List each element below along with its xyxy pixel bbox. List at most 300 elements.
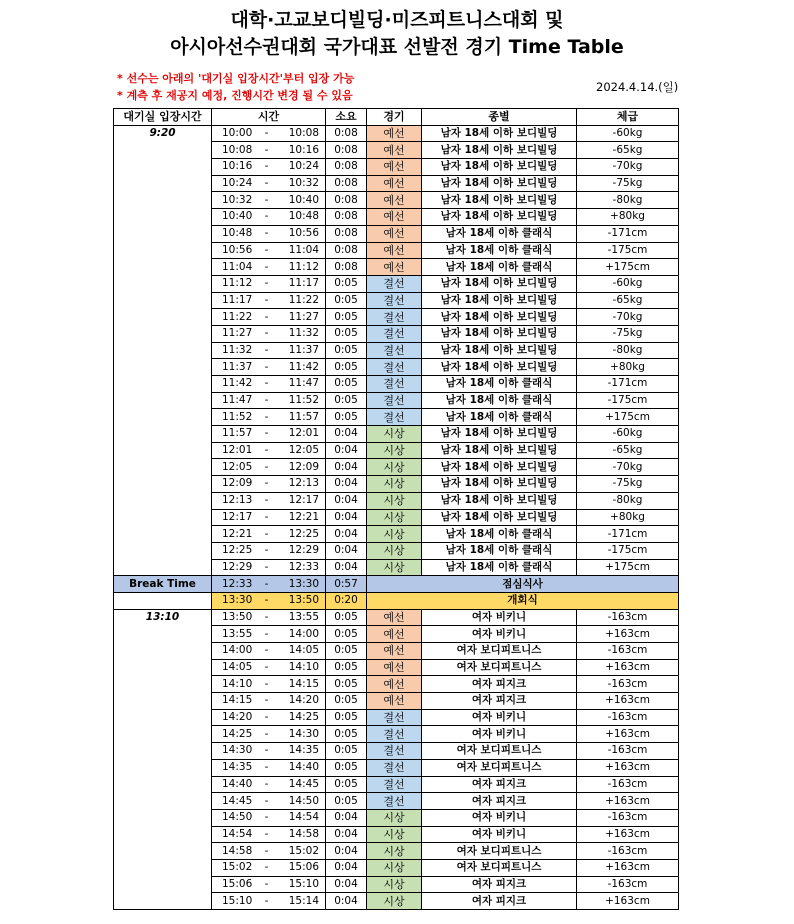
time-dash: - xyxy=(256,693,278,710)
weight-class: +163cm xyxy=(577,859,679,876)
stage-badge: 예선 xyxy=(367,609,422,626)
duration: 0:05 xyxy=(326,409,367,426)
empty-cell xyxy=(114,592,212,609)
event-name: 여자 보디피트니스 xyxy=(422,759,577,776)
table-row xyxy=(114,125,679,142)
header-row xyxy=(114,109,679,126)
duration: 0:08 xyxy=(326,225,367,242)
duration: 0:05 xyxy=(326,759,367,776)
page-title-line1: 대학·고교보디빌딩·미즈피트니스대회 및 xyxy=(230,9,564,31)
start-time: 12:01 xyxy=(212,442,256,459)
duration: 0:05 xyxy=(326,359,367,376)
duration: 0:05 xyxy=(326,342,367,359)
start-time: 11:17 xyxy=(212,292,256,309)
event-name: 남자 18세 이하 보디빌딩 xyxy=(422,125,577,142)
weight-class: -171cm xyxy=(577,526,679,543)
duration: 0:04 xyxy=(326,876,367,893)
start-time: 14:05 xyxy=(212,659,256,676)
duration: 0:57 xyxy=(326,576,367,593)
weight-class: -80kg xyxy=(577,192,679,209)
end-time: 11:22 xyxy=(278,292,326,309)
start-time: 14:54 xyxy=(212,826,256,843)
start-time: 11:37 xyxy=(212,359,256,376)
end-time: 10:32 xyxy=(278,175,326,192)
duration: 0:20 xyxy=(326,592,367,609)
start-time: 10:08 xyxy=(212,142,256,159)
stage-badge: 예선 xyxy=(367,693,422,710)
time-dash: - xyxy=(256,592,278,609)
duration: 0:04 xyxy=(326,492,367,509)
end-time: 12:33 xyxy=(278,559,326,576)
time-dash: - xyxy=(256,709,278,726)
end-time: 12:13 xyxy=(278,476,326,493)
end-time: 10:56 xyxy=(278,225,326,242)
event-name: 남자 18세 이하 클래식 xyxy=(422,376,577,393)
end-time: 10:08 xyxy=(278,125,326,142)
weight-class: +175cm xyxy=(577,409,679,426)
stage-badge: 결선 xyxy=(367,275,422,292)
end-time: 12:29 xyxy=(278,542,326,559)
start-time: 13:50 xyxy=(212,609,256,626)
duration: 0:08 xyxy=(326,259,367,276)
stage-badge: 시상 xyxy=(367,509,422,526)
stage-badge: 결선 xyxy=(367,292,422,309)
event-name: 남자 18세 이하 클래식 xyxy=(422,559,577,576)
weight-class: -60kg xyxy=(577,426,679,443)
duration: 0:04 xyxy=(326,442,367,459)
duration: 0:08 xyxy=(326,192,367,209)
duration: 0:05 xyxy=(326,726,367,743)
weight-class: -80kg xyxy=(577,342,679,359)
event-name: 남자 18세 이하 보디빌딩 xyxy=(422,459,577,476)
opening-row xyxy=(114,592,679,609)
end-time: 12:17 xyxy=(278,492,326,509)
stage-badge: 결선 xyxy=(367,759,422,776)
start-time: 14:45 xyxy=(212,793,256,810)
stage-badge: 시상 xyxy=(367,492,422,509)
weight-class: -175cm xyxy=(577,542,679,559)
time-dash: - xyxy=(256,859,278,876)
weight-class: +163cm xyxy=(577,626,679,643)
start-time: 12:21 xyxy=(212,526,256,543)
end-time: 11:52 xyxy=(278,392,326,409)
weight-class: -65kg xyxy=(577,142,679,159)
duration: 0:08 xyxy=(326,159,367,176)
weight-class: -80kg xyxy=(577,492,679,509)
end-time: 11:04 xyxy=(278,242,326,259)
start-time: 15:06 xyxy=(212,876,256,893)
start-time: 14:40 xyxy=(212,776,256,793)
start-time: 13:30 xyxy=(212,592,256,609)
stage-badge: 시상 xyxy=(367,542,422,559)
weight-class: -65kg xyxy=(577,442,679,459)
end-time: 12:01 xyxy=(278,426,326,443)
opening-event: 개회식 xyxy=(367,592,679,609)
time-dash: - xyxy=(256,342,278,359)
stage-badge: 결선 xyxy=(367,392,422,409)
event-name: 여자 비키니 xyxy=(422,826,577,843)
stage-badge: 결선 xyxy=(367,325,422,342)
time-dash: - xyxy=(256,459,278,476)
header-waiting: 대기실 입장시간 xyxy=(114,109,212,126)
stage-badge: 시상 xyxy=(367,476,422,493)
duration: 0:05 xyxy=(326,376,367,393)
stage-badge: 시상 xyxy=(367,843,422,860)
event-name: 여자 피지크 xyxy=(422,876,577,893)
time-dash: - xyxy=(256,492,278,509)
weight-class: -163cm xyxy=(577,609,679,626)
header-stage: 경기 xyxy=(367,109,422,126)
start-time: 11:47 xyxy=(212,392,256,409)
duration: 0:05 xyxy=(326,292,367,309)
start-time: 12:05 xyxy=(212,459,256,476)
stage-badge: 예선 xyxy=(367,192,422,209)
weight-class: +163cm xyxy=(577,893,679,910)
end-time: 13:30 xyxy=(278,576,326,593)
weight-class: -163cm xyxy=(577,643,679,660)
time-dash: - xyxy=(256,676,278,693)
time-dash: - xyxy=(256,526,278,543)
end-time: 15:02 xyxy=(278,843,326,860)
end-time: 10:48 xyxy=(278,209,326,226)
event-name: 남자 18세 이하 보디빌딩 xyxy=(422,175,577,192)
end-time: 12:21 xyxy=(278,509,326,526)
end-time: 15:06 xyxy=(278,859,326,876)
duration: 0:04 xyxy=(326,426,367,443)
event-name: 남자 18세 이하 보디빌딩 xyxy=(422,292,577,309)
stage-badge: 시상 xyxy=(367,526,422,543)
time-dash: - xyxy=(256,826,278,843)
time-dash: - xyxy=(256,259,278,276)
start-time: 13:55 xyxy=(212,626,256,643)
duration: 0:08 xyxy=(326,175,367,192)
weight-class: -175cm xyxy=(577,242,679,259)
time-dash: - xyxy=(256,175,278,192)
weight-class: -70kg xyxy=(577,459,679,476)
time-dash: - xyxy=(256,509,278,526)
header-event: 종별 xyxy=(422,109,577,126)
start-time: 14:35 xyxy=(212,759,256,776)
time-dash: - xyxy=(256,876,278,893)
header-weight: 체급 xyxy=(577,109,679,126)
event-name: 남자 18세 이하 클래식 xyxy=(422,259,577,276)
event-name: 남자 18세 이하 보디빌딩 xyxy=(422,325,577,342)
event-name: 여자 보디피트니스 xyxy=(422,659,577,676)
duration: 0:05 xyxy=(326,309,367,326)
end-time: 12:05 xyxy=(278,442,326,459)
event-name: 남자 18세 이하 보디빌딩 xyxy=(422,192,577,209)
duration: 0:05 xyxy=(326,626,367,643)
time-dash: - xyxy=(256,192,278,209)
end-time: 14:45 xyxy=(278,776,326,793)
duration: 0:04 xyxy=(326,542,367,559)
weight-class: +163cm xyxy=(577,759,679,776)
event-name: 여자 피지크 xyxy=(422,793,577,810)
weight-class: -163cm xyxy=(577,776,679,793)
weight-class: -175cm xyxy=(577,392,679,409)
end-time: 14:05 xyxy=(278,643,326,660)
stage-badge: 시상 xyxy=(367,876,422,893)
start-time: 10:32 xyxy=(212,192,256,209)
start-time: 11:52 xyxy=(212,409,256,426)
weight-class: -171cm xyxy=(577,376,679,393)
timetable xyxy=(113,108,679,910)
waiting-room-time: 9:20 xyxy=(114,125,212,576)
start-time: 10:40 xyxy=(212,209,256,226)
stage-badge: 시상 xyxy=(367,893,422,910)
time-dash: - xyxy=(256,743,278,760)
table-row xyxy=(114,609,679,626)
start-time: 15:02 xyxy=(212,859,256,876)
weight-class: +163cm xyxy=(577,826,679,843)
event-name: 남자 18세 이하 클래식 xyxy=(422,242,577,259)
stage-badge: 예선 xyxy=(367,142,422,159)
time-dash: - xyxy=(256,125,278,142)
event-name: 남자 18세 이하 보디빌딩 xyxy=(422,492,577,509)
stage-badge: 시상 xyxy=(367,859,422,876)
time-dash: - xyxy=(256,776,278,793)
event-name: 남자 18세 이하 보디빌딩 xyxy=(422,426,577,443)
duration: 0:04 xyxy=(326,476,367,493)
time-dash: - xyxy=(256,209,278,226)
notice-line: * 계측 후 재공지 예정, 진행시간 변경 될 수 있음 xyxy=(117,89,353,102)
weight-class: -163cm xyxy=(577,676,679,693)
start-time: 12:29 xyxy=(212,559,256,576)
time-dash: - xyxy=(256,843,278,860)
duration: 0:05 xyxy=(326,643,367,660)
stage-badge: 예선 xyxy=(367,659,422,676)
event-name: 여자 보디피트니스 xyxy=(422,643,577,660)
end-time: 12:25 xyxy=(278,526,326,543)
time-dash: - xyxy=(256,275,278,292)
duration: 0:05 xyxy=(326,693,367,710)
weight-class: +175cm xyxy=(577,559,679,576)
time-dash: - xyxy=(256,325,278,342)
duration: 0:08 xyxy=(326,142,367,159)
weight-class: -163cm xyxy=(577,876,679,893)
stage-badge: 예선 xyxy=(367,159,422,176)
time-dash: - xyxy=(256,292,278,309)
event-name: 남자 18세 이하 보디빌딩 xyxy=(422,142,577,159)
weight-class: -60kg xyxy=(577,125,679,142)
notice-line: * 선수는 아래의 '대기실 입장시간'부터 입장 가능 xyxy=(117,72,355,85)
start-time: 14:30 xyxy=(212,743,256,760)
event-name: 여자 비키니 xyxy=(422,809,577,826)
end-time: 13:55 xyxy=(278,609,326,626)
end-time: 14:30 xyxy=(278,726,326,743)
start-time: 10:16 xyxy=(212,159,256,176)
time-dash: - xyxy=(256,726,278,743)
weight-class: -75kg xyxy=(577,476,679,493)
stage-badge: 예선 xyxy=(367,125,422,142)
start-time: 12:17 xyxy=(212,509,256,526)
time-dash: - xyxy=(256,476,278,493)
stage-badge: 결선 xyxy=(367,709,422,726)
weight-class: -70kg xyxy=(577,159,679,176)
weight-class: -65kg xyxy=(577,292,679,309)
time-dash: - xyxy=(256,442,278,459)
event-name: 남자 18세 이하 보디빌딩 xyxy=(422,359,577,376)
time-dash: - xyxy=(256,359,278,376)
weight-class: -60kg xyxy=(577,275,679,292)
stage-badge: 시상 xyxy=(367,809,422,826)
end-time: 11:37 xyxy=(278,342,326,359)
event-name: 남자 18세 이하 보디빌딩 xyxy=(422,509,577,526)
end-time: 11:27 xyxy=(278,309,326,326)
stage-badge: 예선 xyxy=(367,643,422,660)
event-name: 여자 비키니 xyxy=(422,626,577,643)
end-time: 10:16 xyxy=(278,142,326,159)
end-time: 10:24 xyxy=(278,159,326,176)
time-dash: - xyxy=(256,542,278,559)
time-dash: - xyxy=(256,793,278,810)
time-dash: - xyxy=(256,225,278,242)
start-time: 14:50 xyxy=(212,809,256,826)
duration: 0:08 xyxy=(326,209,367,226)
stage-badge: 시상 xyxy=(367,459,422,476)
stage-badge: 시상 xyxy=(367,442,422,459)
stage-badge: 시상 xyxy=(367,826,422,843)
header-time: 시간 xyxy=(212,109,326,126)
end-time: 14:25 xyxy=(278,709,326,726)
start-time: 14:10 xyxy=(212,676,256,693)
time-dash: - xyxy=(256,426,278,443)
weight-class: -163cm xyxy=(577,709,679,726)
end-time: 14:00 xyxy=(278,626,326,643)
stage-badge: 시상 xyxy=(367,559,422,576)
start-time: 12:33 xyxy=(212,576,256,593)
time-dash: - xyxy=(256,392,278,409)
stage-badge: 결선 xyxy=(367,342,422,359)
break-event: 점심식사 xyxy=(367,576,679,593)
event-name: 남자 18세 이하 보디빌딩 xyxy=(422,309,577,326)
start-time: 11:32 xyxy=(212,342,256,359)
end-time: 14:10 xyxy=(278,659,326,676)
weight-class: -163cm xyxy=(577,743,679,760)
duration: 0:04 xyxy=(326,809,367,826)
time-dash: - xyxy=(256,376,278,393)
event-name: 여자 보디피트니스 xyxy=(422,859,577,876)
stage-badge: 예선 xyxy=(367,626,422,643)
break-label: Break Time xyxy=(114,576,212,593)
start-time: 11:42 xyxy=(212,376,256,393)
duration: 0:05 xyxy=(326,659,367,676)
duration: 0:04 xyxy=(326,859,367,876)
duration: 0:08 xyxy=(326,242,367,259)
stage-badge: 예선 xyxy=(367,242,422,259)
time-dash: - xyxy=(256,309,278,326)
end-time: 15:14 xyxy=(278,893,326,910)
weight-class: -75kg xyxy=(577,175,679,192)
start-time: 10:48 xyxy=(212,225,256,242)
end-time: 10:40 xyxy=(278,192,326,209)
stage-badge: 예선 xyxy=(367,225,422,242)
duration: 0:08 xyxy=(326,125,367,142)
stage-badge: 예선 xyxy=(367,175,422,192)
stage-badge: 결선 xyxy=(367,359,422,376)
end-time: 14:58 xyxy=(278,826,326,843)
start-time: 10:24 xyxy=(212,175,256,192)
end-time: 11:47 xyxy=(278,376,326,393)
stage-badge: 결선 xyxy=(367,743,422,760)
duration: 0:04 xyxy=(326,843,367,860)
weight-class: +80kg xyxy=(577,509,679,526)
start-time: 14:25 xyxy=(212,726,256,743)
end-time: 11:42 xyxy=(278,359,326,376)
stage-badge: 예선 xyxy=(367,209,422,226)
event-name: 남자 18세 이하 보디빌딩 xyxy=(422,275,577,292)
duration: 0:04 xyxy=(326,509,367,526)
event-date: 2024.4.14.(일) xyxy=(596,80,679,94)
duration: 0:05 xyxy=(326,743,367,760)
weight-class: +163cm xyxy=(577,693,679,710)
stage-badge: 시상 xyxy=(367,426,422,443)
start-time: 11:04 xyxy=(212,259,256,276)
stage-badge: 예선 xyxy=(367,676,422,693)
header-duration: 소요 xyxy=(326,109,367,126)
end-time: 14:15 xyxy=(278,676,326,693)
duration: 0:04 xyxy=(326,559,367,576)
start-time: 11:12 xyxy=(212,275,256,292)
start-time: 11:22 xyxy=(212,309,256,326)
weight-class: -171cm xyxy=(577,225,679,242)
stage-badge: 결선 xyxy=(367,309,422,326)
stage-badge: 결선 xyxy=(367,793,422,810)
end-time: 14:54 xyxy=(278,809,326,826)
time-dash: - xyxy=(256,559,278,576)
time-dash: - xyxy=(256,893,278,910)
end-time: 14:40 xyxy=(278,759,326,776)
event-name: 여자 보디피트니스 xyxy=(422,743,577,760)
end-time: 14:35 xyxy=(278,743,326,760)
duration: 0:05 xyxy=(326,325,367,342)
weight-class: +163cm xyxy=(577,726,679,743)
duration: 0:05 xyxy=(326,776,367,793)
weight-class: +80kg xyxy=(577,209,679,226)
stage-badge: 결선 xyxy=(367,409,422,426)
time-dash: - xyxy=(256,659,278,676)
stage-badge: 예선 xyxy=(367,259,422,276)
time-dash: - xyxy=(256,609,278,626)
weight-class: +175cm xyxy=(577,259,679,276)
event-name: 남자 18세 이하 보디빌딩 xyxy=(422,159,577,176)
duration: 0:04 xyxy=(326,893,367,910)
start-time: 14:58 xyxy=(212,843,256,860)
end-time: 15:10 xyxy=(278,876,326,893)
end-time: 11:32 xyxy=(278,325,326,342)
stage-badge: 결선 xyxy=(367,726,422,743)
end-time: 11:12 xyxy=(278,259,326,276)
weight-class: +163cm xyxy=(577,793,679,810)
start-time: 10:00 xyxy=(212,125,256,142)
time-dash: - xyxy=(256,809,278,826)
time-dash: - xyxy=(256,759,278,776)
weight-class: -163cm xyxy=(577,843,679,860)
event-name: 여자 피지크 xyxy=(422,693,577,710)
event-name: 여자 비키니 xyxy=(422,609,577,626)
start-time: 14:20 xyxy=(212,709,256,726)
end-time: 12:09 xyxy=(278,459,326,476)
duration: 0:04 xyxy=(326,826,367,843)
end-time: 14:20 xyxy=(278,693,326,710)
time-dash: - xyxy=(256,142,278,159)
event-name: 남자 18세 이하 클래식 xyxy=(422,542,577,559)
duration: 0:05 xyxy=(326,275,367,292)
event-name: 남자 18세 이하 보디빌딩 xyxy=(422,342,577,359)
duration: 0:05 xyxy=(326,676,367,693)
weight-class: -75kg xyxy=(577,325,679,342)
event-name: 남자 18세 이하 보디빌딩 xyxy=(422,442,577,459)
